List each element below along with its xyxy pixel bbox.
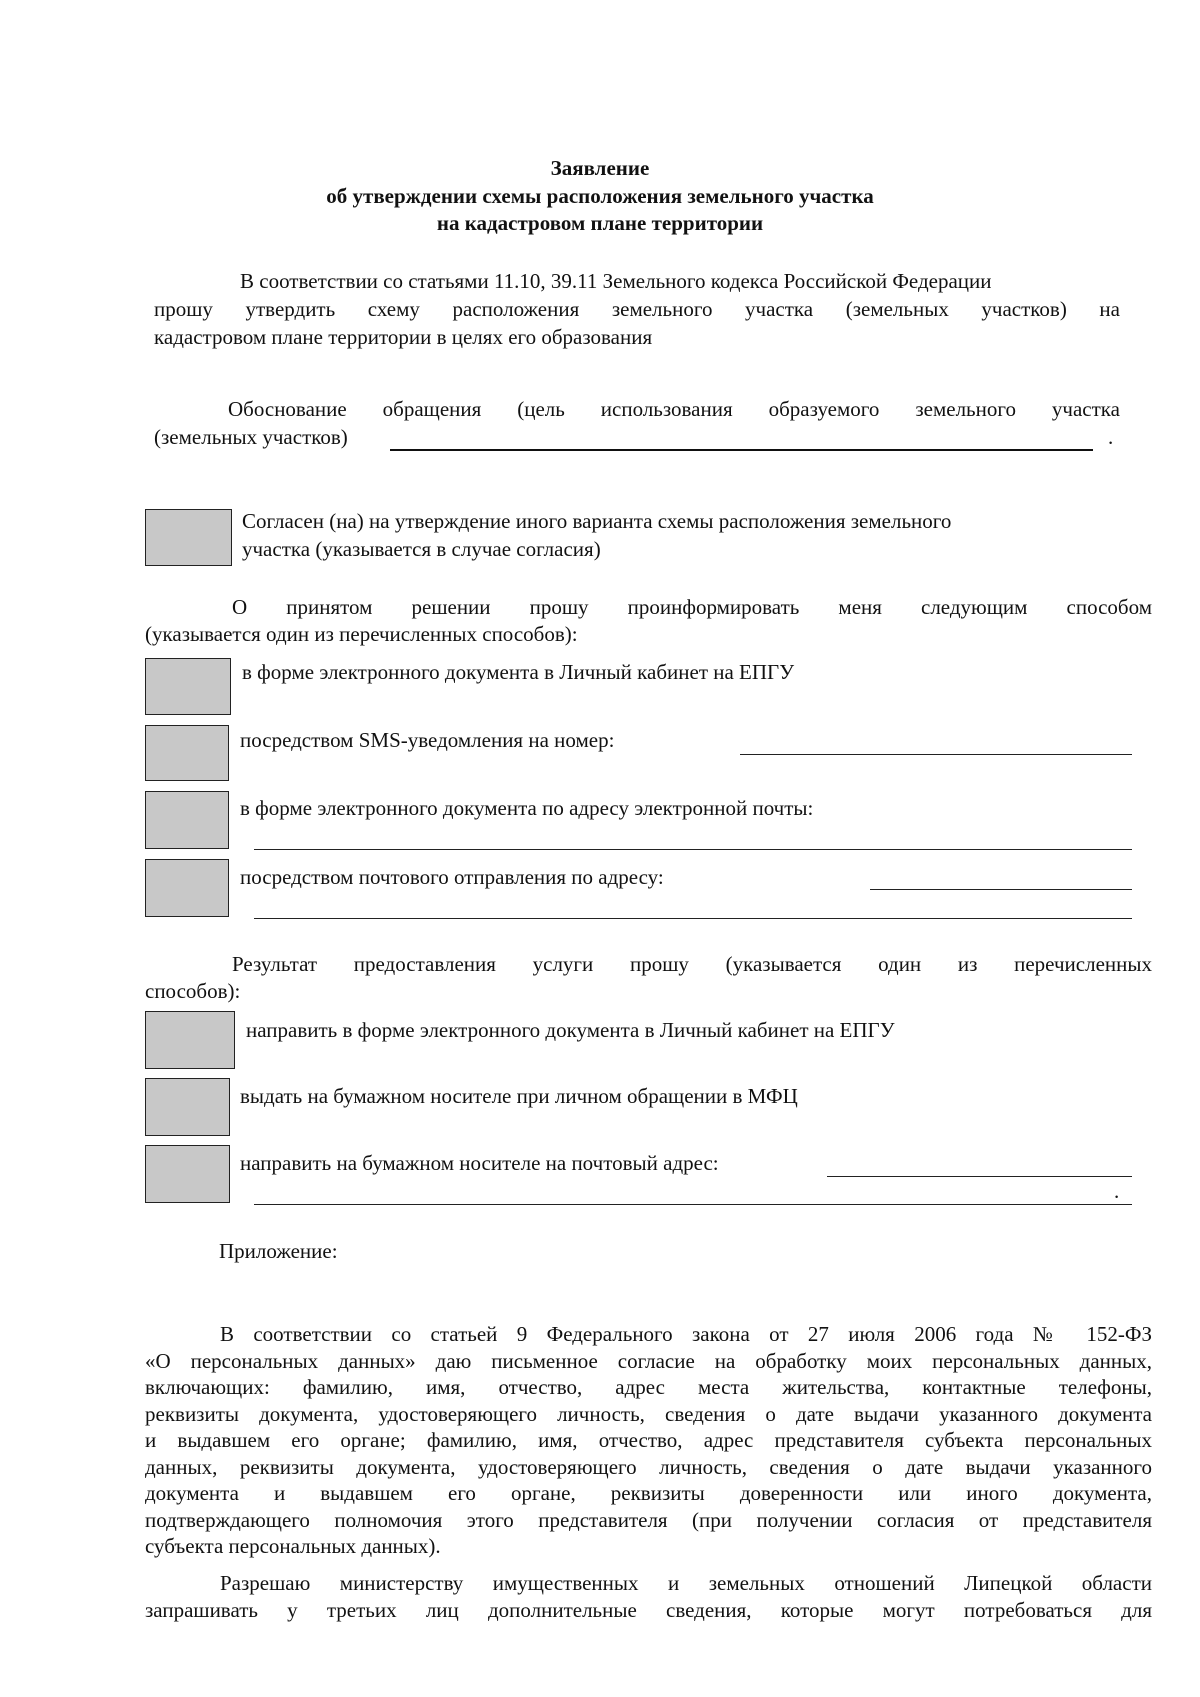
notify-option-sms: посредством SMS-уведомления на номер: xyxy=(240,728,615,752)
intro-line-2: прошу утвердить схему расположения земельного участка (земельных участков) на xyxy=(154,297,1120,321)
personal-data-paragraph xyxy=(145,1321,1152,1560)
intro-line-1: В соответствии со статьями 11.10, 39.11 Земельного кодекса Российской Федерации xyxy=(240,269,992,293)
notify-email-checkbox[interactable] xyxy=(145,791,229,849)
result-post-address-line-2[interactable] xyxy=(254,1204,1132,1205)
result-post-checkbox[interactable] xyxy=(145,1145,230,1203)
personal-data-line: документа и выдавшем его органе, реквизиты доверенности или иного документа, xyxy=(145,1481,1152,1505)
grounds-input-line[interactable] xyxy=(390,449,1093,451)
notify-line-2: (указывается один из перечисленных способов): xyxy=(145,622,578,646)
document-title: Заявление xyxy=(550,156,650,180)
consent-other-line-1: Согласен (на) на утверждение иного варианта схемы расположения земельного xyxy=(242,509,952,533)
personal-data-line: включающих: фамилию, имя, отчество, адрес места жительства, контактные телефоны, xyxy=(145,1375,1152,1399)
grounds-end: . xyxy=(1108,425,1114,449)
result-end: . xyxy=(1114,1179,1120,1203)
permission-paragraph xyxy=(145,1570,1152,1623)
result-line-1: Результат предоставления услуги прошу (указывается один из перечисленных xyxy=(232,952,1152,976)
attachment-label: Приложение: xyxy=(219,1239,338,1263)
notify-line-1: О принятом решении прошу проинформировать меня следующим способом xyxy=(232,595,1152,619)
consent-other-line-2: участка (указывается в случае согласия) xyxy=(242,537,601,561)
document-subtitle-1: об утверждении схемы расположения земельного участка xyxy=(326,184,874,208)
result-option-mfc: выдать на бумажном носителе при личном обращении в МФЦ xyxy=(240,1084,798,1108)
personal-data-line: «О персональных данных» даю письменное согласие на обработку моих персональных данных, xyxy=(145,1348,1152,1373)
permission-line: Разрешаю министерству имущественных и земельных отношений Липецкой области xyxy=(220,1571,1152,1595)
personal-data-line: и выдавшем его органе; фамилию, имя, отчество, адрес представителя субъекта персональных xyxy=(145,1428,1152,1452)
result-epgu-checkbox[interactable] xyxy=(145,1011,235,1069)
personal-data-line: подтверждающего полномочия этого представителя (при получении согласия от представителя xyxy=(145,1507,1152,1532)
notify-epgu-checkbox[interactable] xyxy=(145,658,231,715)
result-option-epgu: направить в форме электронного документа в Личный кабинет на ЕПГУ xyxy=(246,1018,895,1042)
personal-data-line: данных, реквизиты документа, удостоверяющего личность, сведения о дате выдачи указанного xyxy=(145,1454,1152,1479)
post-address-input-line-1[interactable] xyxy=(870,889,1132,890)
notify-sms-checkbox[interactable] xyxy=(145,725,229,781)
notify-option-epgu: в форме электронного документа в Личный кабинет на ЕПГУ xyxy=(242,660,795,684)
intro-line-3: кадастровом плане территории в целях его образования xyxy=(154,325,653,349)
sms-number-input-line[interactable] xyxy=(740,754,1132,755)
result-option-post: направить на бумажном носителе на почтовый адрес: xyxy=(240,1151,719,1175)
document-subtitle-2: на кадастровом плане территории xyxy=(436,211,764,235)
consent-other-checkbox[interactable] xyxy=(145,509,232,566)
result-line-2: способов): xyxy=(145,979,241,1003)
grounds-line-1: Обоснование обращения (цель использования образуемого земельного участка xyxy=(228,397,1120,421)
notify-option-email: в форме электронного документа по адресу электронной почты: xyxy=(240,796,814,820)
email-input-line[interactable] xyxy=(254,849,1132,850)
personal-data-line: реквизиты документа, удостоверяющего личность, сведения о дате выдачи указанного документа xyxy=(145,1401,1152,1426)
result-mfc-checkbox[interactable] xyxy=(145,1078,230,1136)
permission-line: запрашивать у третьих лиц дополнительные сведения, которые могут потребоваться для xyxy=(145,1597,1152,1622)
result-post-address-line-1[interactable] xyxy=(827,1176,1132,1177)
grounds-line-2: (земельных участков) xyxy=(154,425,348,449)
personal-data-line: В соответствии со статьей 9 Федерального закона от 27 июля 2006 года № 152-ФЗ xyxy=(220,1322,1152,1346)
notify-option-post: посредством почтового отправления по адресу: xyxy=(240,865,664,889)
personal-data-line: субъекта персональных данных). xyxy=(145,1534,441,1558)
post-address-input-line-2[interactable] xyxy=(254,918,1132,919)
notify-post-checkbox[interactable] xyxy=(145,859,229,917)
